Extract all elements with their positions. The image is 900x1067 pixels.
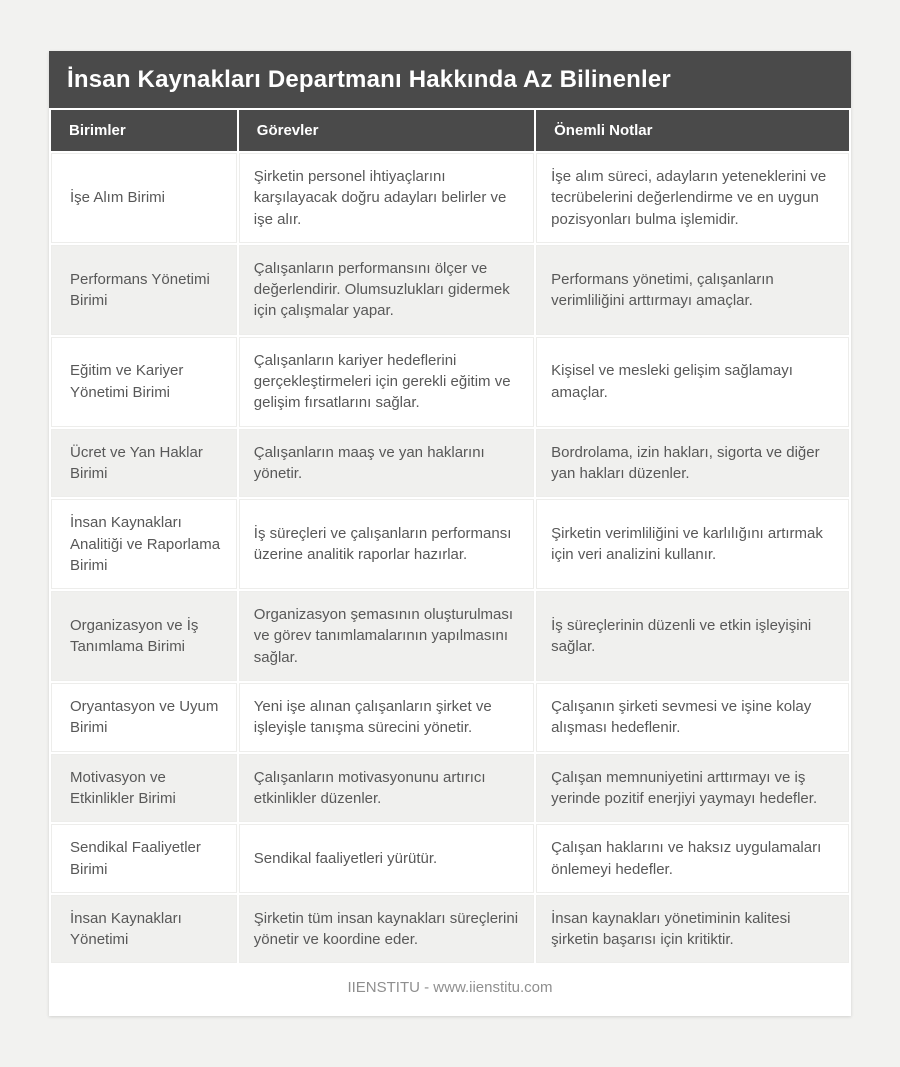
duty-cell: Çalışanların kariyer hedeflerini gerçekleştirmeleri için gerekli eğitim ve gelişim fırsatlarını sağlar. [239, 337, 534, 427]
duty-cell: Sendikal faaliyetleri yürütür. [239, 824, 534, 893]
table-body [51, 153, 849, 963]
table-row [51, 429, 849, 498]
table-header [51, 110, 849, 151]
table-row [51, 499, 849, 589]
note-cell: Çalışanın şirketi sevmesi ve işine kolay alışması hedeflenir. [536, 683, 849, 752]
note-cell: İşe alım süreci, adayların yeteneklerini ve tecrübelerini değerlendirme ve en uygun pozisyonları bulma işlemidir. [536, 153, 849, 243]
note-cell: Kişisel ve mesleki gelişim sağlamayı amaçlar. [536, 337, 849, 427]
table-row [51, 245, 849, 335]
table-row [51, 824, 849, 893]
unit-cell: İnsan Kaynakları Analitiği ve Raporlama Birimi [51, 499, 237, 589]
unit-cell: Ücret ve Yan Haklar Birimi [51, 429, 237, 498]
page-title: İnsan Kaynakları Departmanı Hakkında Az Bilinenler [67, 65, 671, 93]
column-header-gorevler: Görevler [239, 110, 534, 151]
note-cell: İnsan kaynakları yönetiminin kalitesi şirketin başarısı için kritiktir. [536, 895, 849, 964]
table-row [51, 683, 849, 752]
duty-cell: Şirketin personel ihtiyaçlarını karşılayacak doğru adayları belirler ve işe alır. [239, 153, 534, 243]
unit-cell: Oryantasyon ve Uyum Birimi [51, 683, 237, 752]
unit-cell: İşe Alım Birimi [51, 153, 237, 243]
note-cell: İş süreçlerinin düzenli ve etkin işleyişini sağlar. [536, 591, 849, 681]
hr-units-table [49, 108, 851, 965]
note-cell: Performans yönetimi, çalışanların verimliliğini arttırmayı amaçlar. [536, 245, 849, 335]
unit-cell: Motivasyon ve Etkinlikler Birimi [51, 754, 237, 823]
note-cell: Şirketin verimliliğini ve karlılığını artırmak için veri analizini kullanır. [536, 499, 849, 589]
table-row [51, 337, 849, 427]
table-row [51, 895, 849, 964]
table-row [51, 591, 849, 681]
duty-cell: Organizasyon şemasının oluşturulması ve görev tanımlamalarının yapılmasını sağlar. [239, 591, 534, 681]
duty-cell: İş süreçleri ve çalışanların performansı üzerine analitik raporlar hazırlar. [239, 499, 534, 589]
note-cell: Çalışan memnuniyetini arttırmayı ve iş yerinde pozitif enerjiyi yaymayı hedefler. [536, 754, 849, 823]
column-header-onemli-notlar: Önemli Notlar [536, 110, 849, 151]
table-row [51, 153, 849, 243]
note-cell: Çalışan haklarını ve haksız uygulamaları önlemeyi hedefler. [536, 824, 849, 893]
infographic-card [49, 51, 851, 1016]
note-cell: Bordrolama, izin hakları, sigorta ve diğer yan hakları düzenler. [536, 429, 849, 498]
duty-cell: Çalışanların maaş ve yan haklarını yönetir. [239, 429, 534, 498]
duty-cell: Şirketin tüm insan kaynakları süreçlerini yönetir ve koordine eder. [239, 895, 534, 964]
duty-cell: Çalışanların performansını ölçer ve değerlendirir. Olumsuzlukları gidermek için çalışmalar yapar. [239, 245, 534, 335]
duty-cell: Çalışanların motivasyonunu artırıcı etkinlikler düzenler. [239, 754, 534, 823]
column-header-birimler: Birimler [51, 110, 237, 151]
unit-cell: Performans Yönetimi Birimi [51, 245, 237, 335]
table-row [51, 754, 849, 823]
unit-cell: İnsan Kaynakları Yönetimi [51, 895, 237, 964]
footer-credit: IIENSTITU - www.iienstitu.com [347, 979, 553, 997]
unit-cell: Organizasyon ve İş Tanımlama Birimi [51, 591, 237, 681]
unit-cell: Eğitim ve Kariyer Yönetimi Birimi [51, 337, 237, 427]
duty-cell: Yeni işe alınan çalışanların şirket ve işleyişle tanışma sürecini yönetir. [239, 683, 534, 752]
unit-cell: Sendikal Faaliyetler Birimi [51, 824, 237, 893]
title-bar [49, 51, 851, 108]
